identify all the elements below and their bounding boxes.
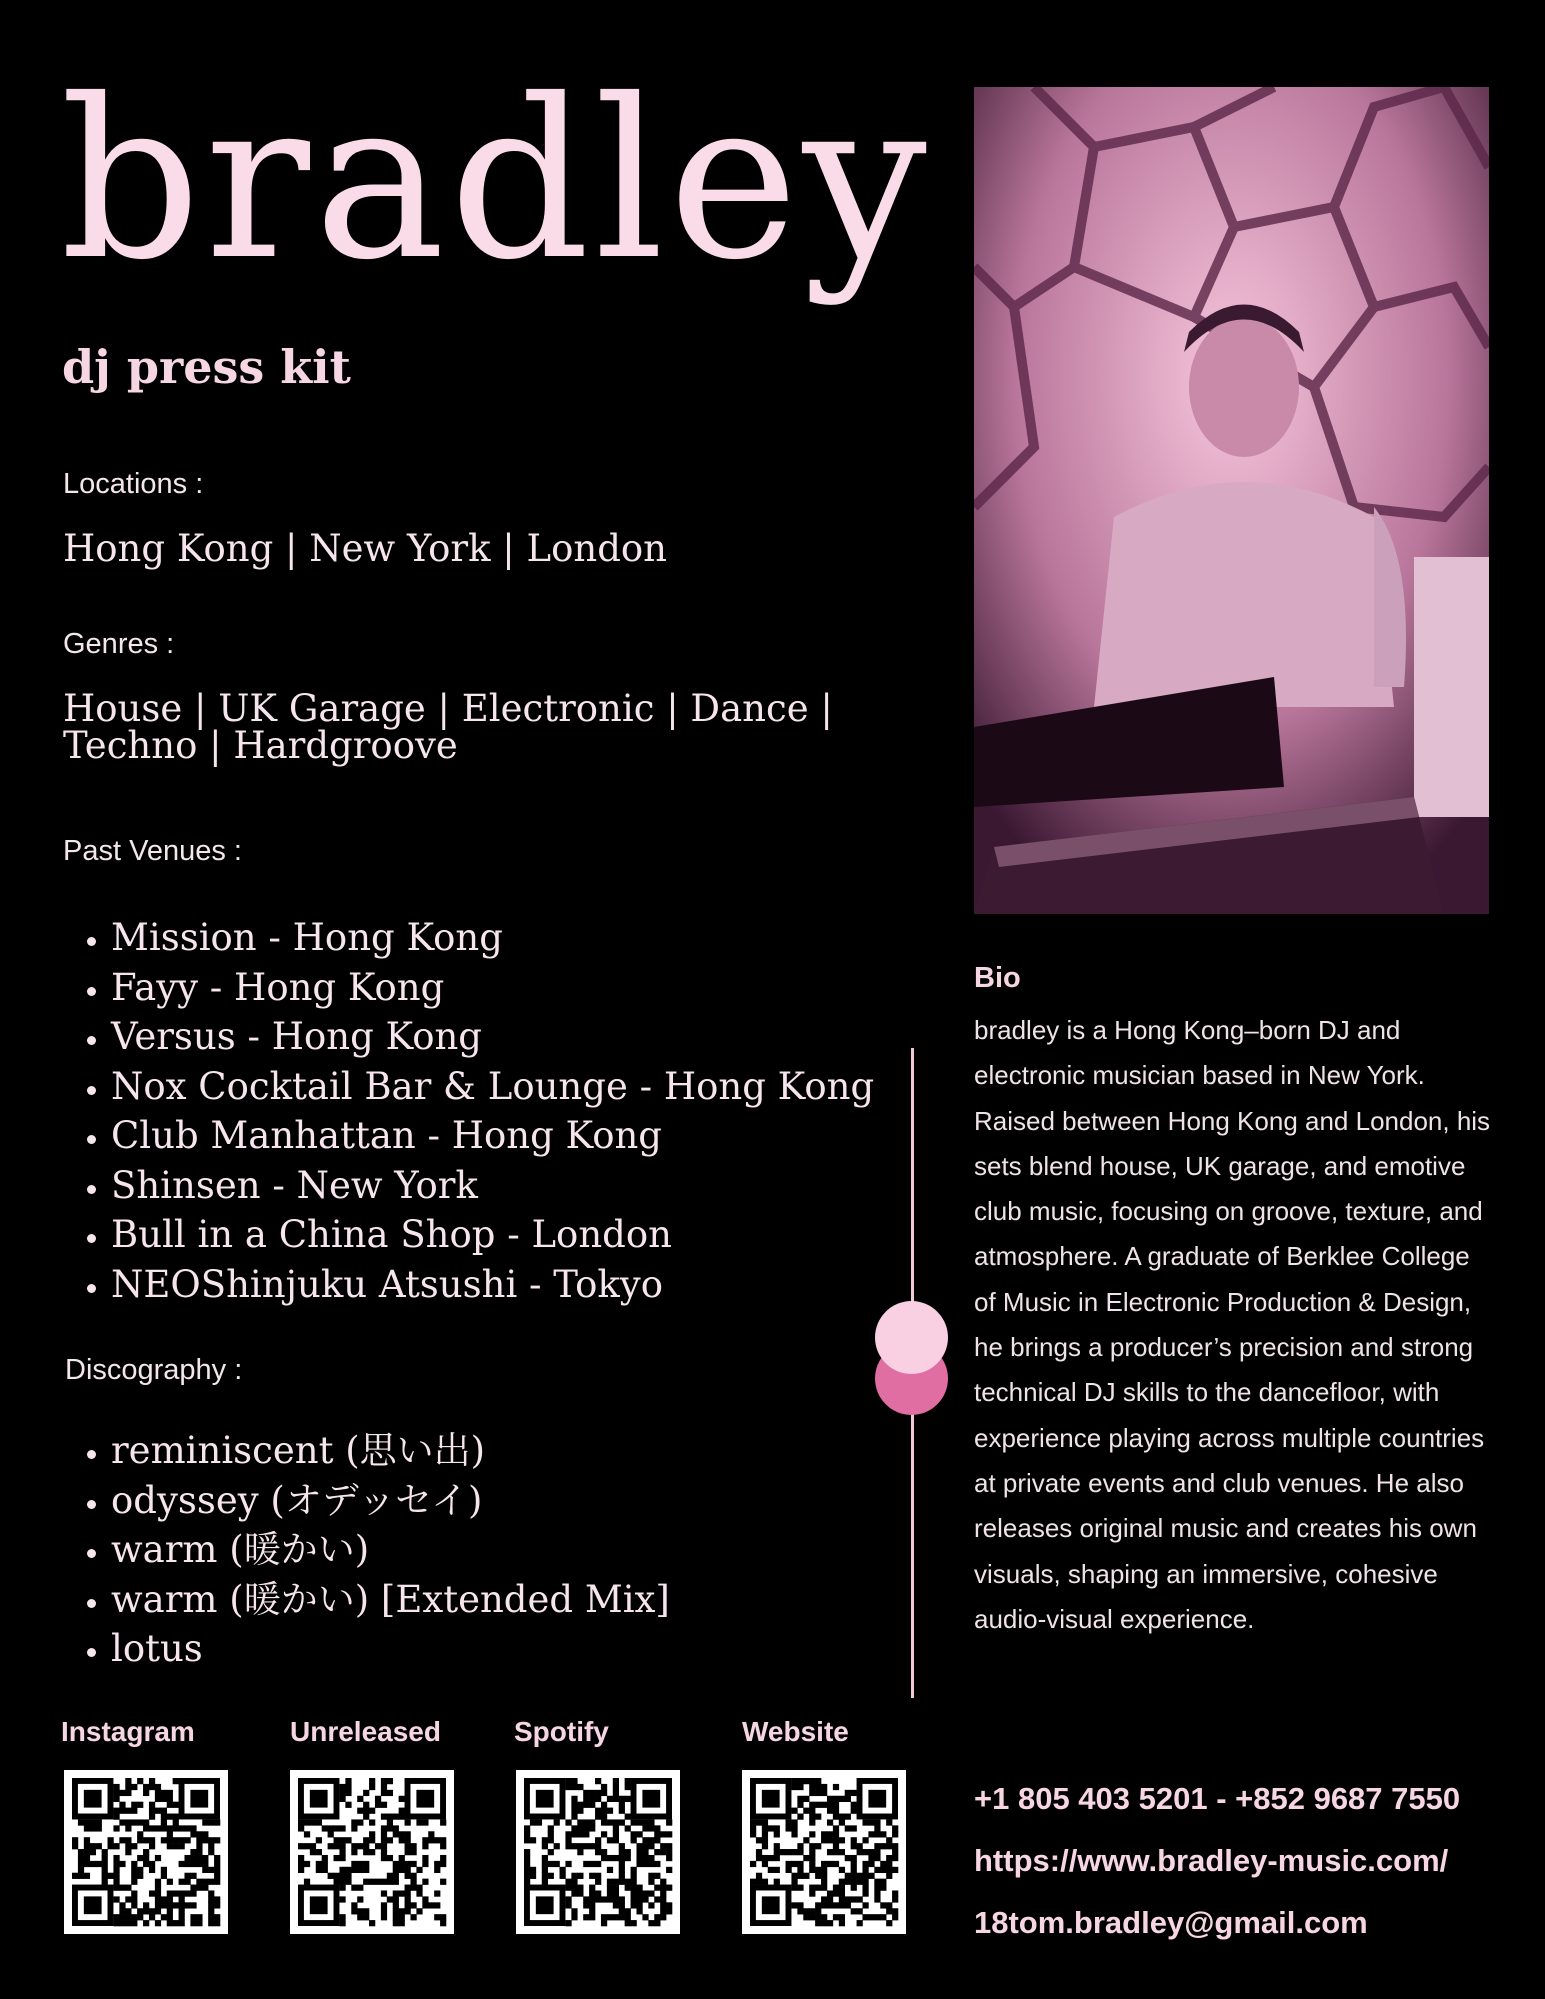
locations-value: Hong Kong | New York | London — [63, 527, 667, 570]
locations-label: Locations : — [63, 468, 204, 500]
qr-label-instagram: Instagram — [61, 1716, 195, 1747]
venue-item: • Fayy - Hong Kong — [111, 963, 874, 1013]
venue-item: • Versus - Hong Kong — [111, 1012, 874, 1062]
phone-numbers: +1 805 403 5201 - +852 9687 7550 — [974, 1781, 1461, 1816]
release-item: • warm (暖かい) — [111, 1525, 670, 1575]
dj-photo-illustration — [974, 87, 1489, 914]
venue-item: • Mission - Hong Kong — [111, 913, 874, 963]
bio-text: bradley is a Hong Kong–born DJ and electronic musician based in New York. Raised between Hong Kong and London, his sets blend house, UK garage, and emotive club music, focusing on groove, texture, and atmosphere. A graduate of Berklee College of Music in Electronic Production & Design, he brings a producer’s precision and strong technical DJ skills to the dancefloor, with experience playing across multiple countries at private events and club venues. He also releases original music and creates his own visuals, shaping an immersive, cohesive audio-visual experience. — [974, 1015, 1491, 1634]
venue-item: • NEOShinjuku Atsushi - Tokyo — [111, 1260, 874, 1310]
page-subtitle: dj press kit — [62, 340, 351, 394]
decorative-dot-light — [875, 1301, 948, 1374]
spotify-qr-code[interactable] — [516, 1770, 680, 1934]
qr-label-website: Website — [742, 1716, 849, 1747]
qr-code-icon — [516, 1770, 680, 1934]
artist-name-title: bradley — [60, 52, 931, 308]
unreleased-qr-code[interactable] — [290, 1770, 454, 1934]
qr-code-icon — [64, 1770, 228, 1934]
release-item: • reminiscent (思い出) — [111, 1426, 670, 1476]
discography-list — [63, 1426, 670, 1674]
qr-code-icon — [290, 1770, 454, 1934]
website-qr-code[interactable] — [742, 1770, 906, 1934]
release-item: • odyssey (オデッセイ) — [111, 1476, 670, 1526]
venue-item: • Shinsen - New York — [111, 1161, 874, 1211]
venue-item: • Nox Cocktail Bar & Lounge - Hong Kong — [111, 1062, 874, 1112]
venues-list — [63, 913, 874, 1309]
venue-item: • Club Manhattan - Hong Kong — [111, 1111, 874, 1161]
dj-photo — [974, 87, 1489, 914]
website-link[interactable]: https://www.bradley-music.com/ — [974, 1843, 1449, 1878]
release-item: • warm (暖かい) [Extended Mix] — [111, 1575, 670, 1625]
past-venues-label: Past Venues : — [63, 835, 242, 867]
discography-label: Discography : — [65, 1354, 243, 1386]
release-item: • lotus — [111, 1624, 670, 1674]
genres-label: Genres : — [63, 628, 175, 660]
venue-item: • Bull in a China Shop - London — [111, 1210, 874, 1260]
qr-label-unreleased: Unreleased — [290, 1716, 441, 1747]
qr-label-spotify: Spotify — [514, 1716, 609, 1747]
bio-heading: Bio — [974, 962, 1021, 994]
instagram-qr-code[interactable] — [64, 1770, 228, 1934]
genres-value: House | UK Garage | Electronic | Dance | Techno | Hardgroove — [63, 687, 833, 767]
email-link[interactable]: 18tom.bradley@gmail.com — [974, 1905, 1368, 1940]
qr-code-icon — [742, 1770, 906, 1934]
